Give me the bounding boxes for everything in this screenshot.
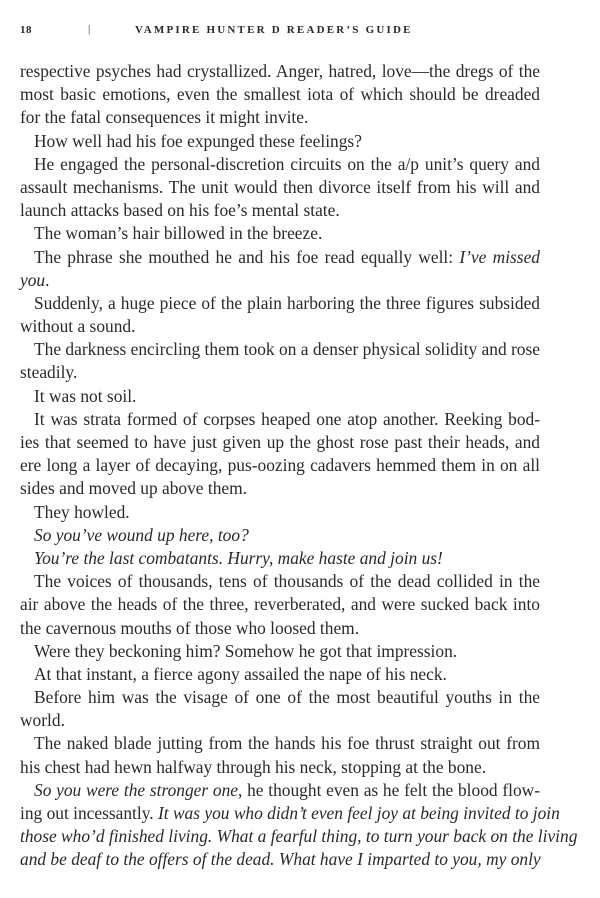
text-line (20, 686, 540, 709)
text-span: sides and moved up above them. (20, 478, 247, 499)
text-line (20, 802, 560, 825)
italic-text: I’ve missed (459, 246, 540, 267)
text-line (20, 501, 540, 524)
italic-text: and be deaf to the offers of the dead. What have I imparted to you, my only (20, 849, 541, 870)
text-line (20, 709, 540, 732)
text-span: The phrase she mouthed he and his foe read equally well: (34, 246, 460, 267)
text-line (20, 825, 578, 848)
text-span: The woman’s hair billowed in the breeze. (34, 223, 323, 244)
italic-text: So you’ve wound up here, too? (34, 524, 249, 545)
text-line (20, 756, 540, 779)
text-line (20, 663, 540, 686)
italic-text: You’re the last combatants. Hurry, make haste and join us! (34, 547, 443, 568)
text-line (20, 454, 540, 477)
text-span: The naked blade jutting from the hands his foe thrust straight out from (34, 733, 540, 754)
italic-text: So you were the stronger one (34, 779, 239, 800)
text-span: launch attacks based on his foe’s mental state. (20, 200, 340, 221)
text-span: ies that seemed to have just given up the ghost rose past their heads, and (20, 432, 540, 452)
text-line (20, 848, 540, 871)
page-number: 18 (20, 24, 32, 36)
text-line (20, 732, 540, 755)
text-span: They howled. (34, 501, 130, 522)
text-span: At that instant, a fierce agony assailed the nape of his neck. (34, 663, 447, 684)
text-span: ing out incessantly. (20, 803, 158, 823)
text-span: , he thought even as he felt the blood flow- (238, 779, 541, 800)
text-line (20, 385, 540, 408)
text-line (20, 246, 540, 269)
text-line (20, 315, 540, 338)
text-line (20, 640, 540, 663)
text-line (20, 617, 540, 640)
text-span: He engaged the personal-discretion circuits on the a/p unit’s query and (34, 153, 540, 174)
running-title: VAMPIRE HUNTER D READER’S GUIDE (135, 24, 413, 36)
text-line (20, 338, 540, 361)
text-span: world. (20, 710, 65, 731)
text-line (20, 130, 540, 153)
text-span: How well had his foe expunged these feelings? (34, 130, 362, 151)
text-span: ere long a layer of decaying, pus-oozing cadavers hemmed them in on all (20, 455, 540, 476)
text-span: assault mechanisms. The unit would then divorce itself from his will and (20, 176, 540, 197)
text-line (20, 361, 540, 384)
text-span: . (45, 269, 50, 290)
text-span: Before him was the visage of one of the most beautiful youths in the (34, 687, 540, 708)
text-line (20, 199, 540, 222)
italic-text: those who’d finished living. What a fearful thing, to turn your back on the living (20, 826, 578, 847)
italic-text: you (20, 269, 46, 290)
text-span: respective psyches had crystallized. Anger, hatred, love—the dregs of the (20, 61, 540, 81)
text-line (20, 593, 540, 616)
text-span: The darkness encircling them took on a denser physical solidity and rose (34, 339, 540, 360)
text-span: most basic emotions, even the smallest iota of which should be dreaded (20, 84, 540, 105)
text-span: the cavernous mouths of those who loosed them. (20, 617, 360, 638)
text-line (20, 570, 540, 593)
text-span: The voices of thousands, tens of thousands of the dead collided in the (34, 571, 540, 592)
header-separator: | (88, 23, 93, 35)
text-span: Were they beckoning him? Somehow he got that impression. (34, 640, 458, 661)
text-line (20, 176, 540, 199)
text-line (20, 153, 540, 176)
text-span: air above the heads of the three, reverberated, and were sucked back into (20, 594, 540, 615)
body-text (20, 60, 578, 872)
text-line (20, 106, 540, 129)
text-line (20, 779, 540, 802)
text-span: steadily. (20, 362, 78, 383)
text-span: Suddenly, a huge piece of the plain harboring the three figures subsided (34, 292, 540, 313)
text-line (20, 83, 540, 106)
text-line (20, 222, 540, 245)
text-span: his chest had hewn halfway through his neck, stopping at the bone. (20, 756, 487, 777)
text-line (20, 524, 540, 547)
text-line (20, 408, 540, 431)
text-span: without a sound. (20, 316, 136, 337)
italic-text: It was you who didn’t even feel joy at being invited to join (157, 803, 560, 823)
text-line (20, 547, 540, 570)
text-line (20, 477, 540, 500)
text-span: for the fatal consequences it might invite. (20, 107, 309, 128)
text-span: It was not soil. (34, 385, 137, 406)
text-line (20, 269, 540, 292)
text-line (20, 292, 540, 315)
text-span: It was strata formed of corpses heaped one atop another. Reeking bod- (34, 408, 540, 429)
text-line (20, 60, 540, 83)
text-line (20, 431, 540, 454)
